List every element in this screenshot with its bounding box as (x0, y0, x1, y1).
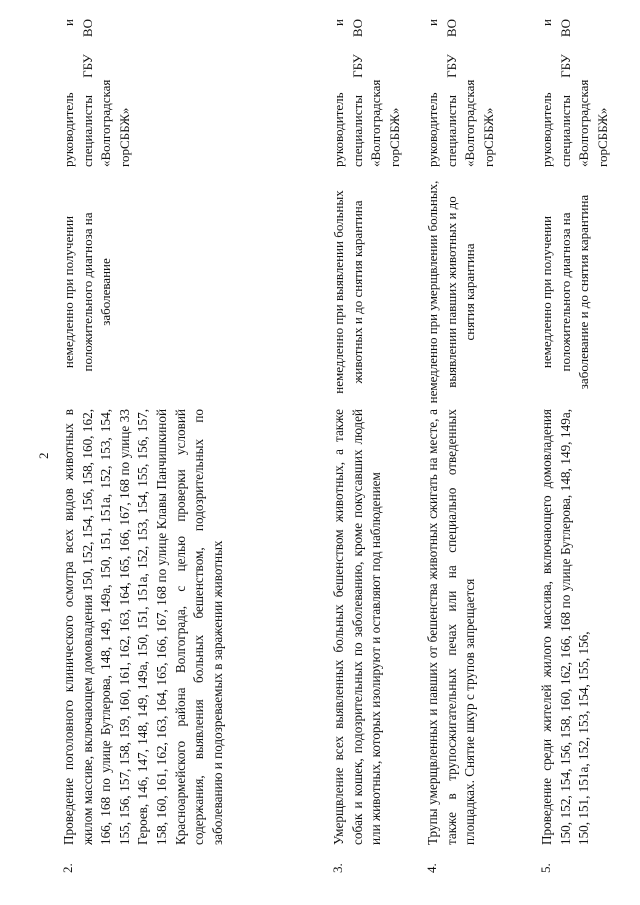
responsible-text: руководитель и специалисты ГБУ ВО «Волгоградская горСББЖ» (61, 19, 132, 167)
task-text: Проведение поголовного клинического осмотра всех видов животных в жилом массиве, включающем домовладения 150, 152, 154, 156, 158, 160, 162, 166, 168 по улице Бутлерова, 148, 149, 149а, 150, 151, 151а, 152, 153, 154, 155, 156, 157, 158, 159, 160, 161, 162, 163, 164, 165, 166, 167, 168 по улице 33 Героев, 146, 147, 148, 149, 149а, 150, 151, 151а, 152, 153, 154, 155, 156, 157, 158, 160, 161, 162, 163, 164, 165, 166, 167, 168 по улице Клавы Панчишкиной Красноармейского района Волгограда, с целью проверки условий содержания, выявления больных бешенством, подозрительных по заболеванию и подозреваемых в заражении животных (61, 409, 225, 845)
row-number: 2. (60, 863, 75, 873)
page-number: 2 (36, 452, 51, 459)
responsible-text: руководитель и специалисты ГБУ ВО «Волгоградская горСББЖ» (425, 19, 496, 167)
deadline-text: немедленно при умерщвлении больных, выявлении павших животных и до снятия карантина (425, 180, 477, 404)
task-text: Проведение среди жителей жилого массива, включающего домовладения 150, 152, 154, 156, 158, 160, 162, 166, 168 по улице Бутлерова, 148, 149, 149а, 150, 151, 151а, 152, 153, 154, 155, 156, (539, 409, 592, 845)
row-number: 4. (424, 863, 439, 873)
task-text: Умерщвление всех выявленных больных бешенством животных, а также собак и кошек, подозрительных по заболеванию, кроме покусавших людей или животных, которых изолируют и оставляют под наблюдением (331, 409, 384, 845)
deadline-text: немедленно при получении положительного диагноза на заболевание (61, 212, 113, 372)
deadline-text: немедленно при получении положительного диагноза на заболевание и до снятия карантина (539, 194, 591, 390)
task-text: Трупы умерщвленных и павших от бешенства животных сжигать на месте, а также в трупосжигательных печах или на специально отведенных площадках. Снятие шкур с трупов запрещается (425, 409, 478, 845)
deadline-text: немедленно при выявлении больных животных и до снятия карантина (331, 190, 365, 394)
row-number: 3. (330, 863, 345, 873)
responsible-text: руководитель и специалисты ГБУ ВО «Волгоградская горСББЖ» (331, 19, 402, 167)
responsible-text: руководитель и специалисты ГБУ ВО «Волгоградская горСББЖ» (539, 19, 610, 167)
row-number: 5. (538, 863, 553, 873)
